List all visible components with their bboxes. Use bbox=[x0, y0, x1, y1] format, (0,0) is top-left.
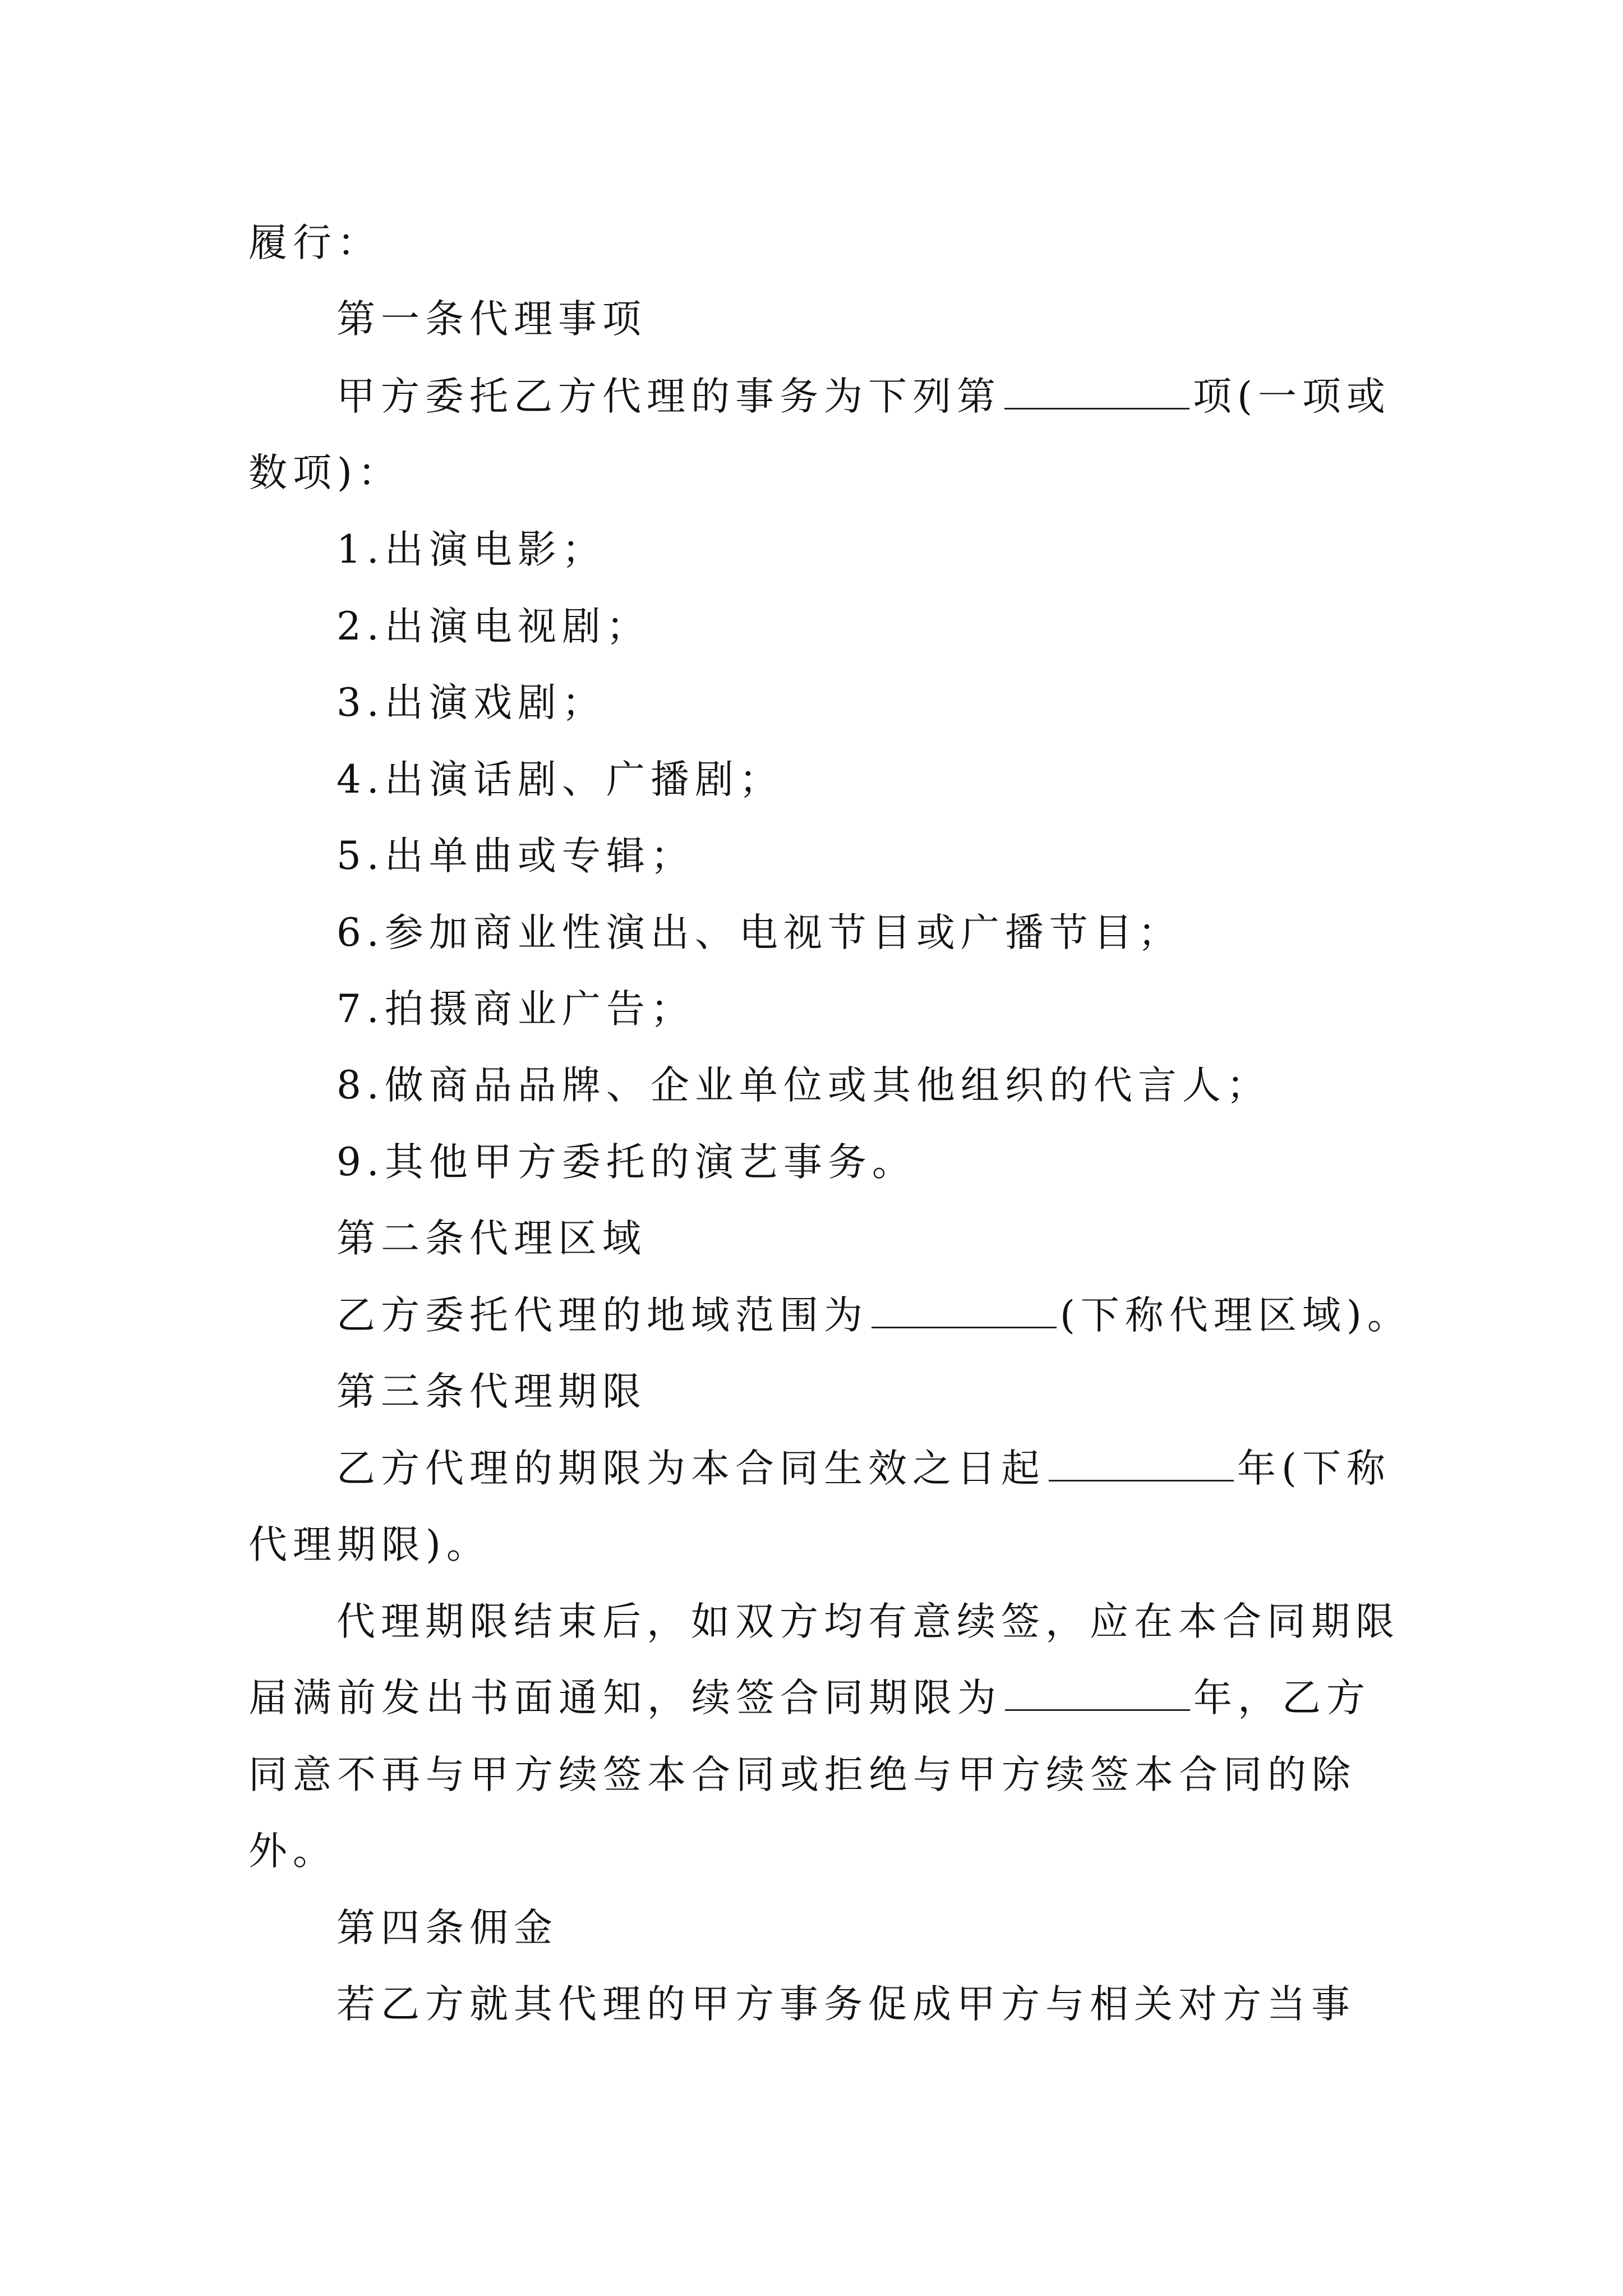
text: 数项)： bbox=[248, 450, 402, 495]
paragraph-line bbox=[248, 1667, 1387, 1729]
text: 乙方代理的期限为本合同生效之日起 bbox=[336, 1446, 1045, 1491]
article-heading-4 bbox=[336, 1897, 1475, 1959]
text: 6.参加商业性演出、电视节目或广播节目； bbox=[336, 910, 1182, 955]
text: 外。 bbox=[248, 1829, 337, 1874]
paragraph-line bbox=[336, 1438, 1475, 1499]
list-item bbox=[336, 672, 1475, 734]
text: 7.拍摄商业广告； bbox=[336, 987, 695, 1032]
paragraph-line bbox=[336, 1973, 1475, 2035]
text: 第四条佣金 bbox=[336, 1906, 558, 1950]
text: 1.出演电影； bbox=[336, 527, 606, 572]
text: 年(下称 bbox=[1237, 1446, 1391, 1491]
article-heading-1 bbox=[336, 288, 1475, 350]
paragraph-line bbox=[248, 1744, 1387, 1806]
text: 3.出演戏剧； bbox=[336, 680, 606, 725]
text: 代理期限)。 bbox=[248, 1522, 491, 1567]
text: 甲方委托乙方代理的事务为下列第 bbox=[336, 374, 1001, 419]
text: 代理期限结束后，如双方均有意续签，应在本合同期限 bbox=[336, 1599, 1400, 1644]
fill-in-blank bbox=[1004, 374, 1189, 409]
text: (下称代理区域)。 bbox=[1060, 1293, 1412, 1338]
list-item bbox=[336, 978, 1475, 1040]
list-item bbox=[336, 902, 1475, 964]
fill-in-blank bbox=[1049, 1446, 1234, 1481]
paragraph-line bbox=[336, 1285, 1475, 1346]
text: 第二条代理区域 bbox=[336, 1216, 647, 1261]
text: 同意不再与甲方续签本合同或拒绝与甲方续签本合同的除 bbox=[248, 1752, 1356, 1797]
article-heading-2 bbox=[336, 1208, 1475, 1269]
text: 第三条代理期限 bbox=[336, 1369, 647, 1414]
text: 履行： bbox=[248, 220, 381, 265]
paragraph-line bbox=[248, 1514, 1387, 1576]
fill-in-blank bbox=[872, 1293, 1057, 1328]
list-item bbox=[336, 749, 1475, 811]
text: 乙方委托代理的地域范围为 bbox=[336, 1293, 868, 1338]
paragraph-line bbox=[336, 366, 1475, 427]
paragraph-line bbox=[336, 1591, 1475, 1653]
text: 年，乙方 bbox=[1193, 1676, 1371, 1720]
text: 5.出单曲或专辑； bbox=[336, 834, 695, 878]
text: 9.其他甲方委托的演艺事务。 bbox=[336, 1140, 916, 1185]
list-item bbox=[336, 596, 1475, 657]
list-item bbox=[336, 1131, 1475, 1193]
text: 第一条代理事项 bbox=[336, 297, 647, 342]
text: 项(一项或 bbox=[1193, 374, 1391, 419]
list-item bbox=[336, 825, 1475, 887]
text: 4.出演话剧、广播剧； bbox=[336, 757, 783, 802]
list-item bbox=[336, 1055, 1475, 1116]
paragraph-line bbox=[248, 212, 1387, 274]
text: 届满前发出书面通知，续签合同期限为 bbox=[248, 1676, 1002, 1720]
list-item bbox=[336, 519, 1475, 581]
paragraph-line bbox=[248, 442, 1387, 504]
text: 8.做商品品牌、企业单位或其他组织的代言人； bbox=[336, 1063, 1271, 1108]
article-heading-3 bbox=[336, 1361, 1475, 1423]
text: 2.出演电视剧； bbox=[336, 604, 651, 649]
fill-in-blank bbox=[1005, 1676, 1190, 1711]
text: 若乙方就其代理的甲方事务促成甲方与相关对方当事 bbox=[336, 1982, 1355, 2027]
paragraph-line bbox=[248, 1820, 1387, 1882]
